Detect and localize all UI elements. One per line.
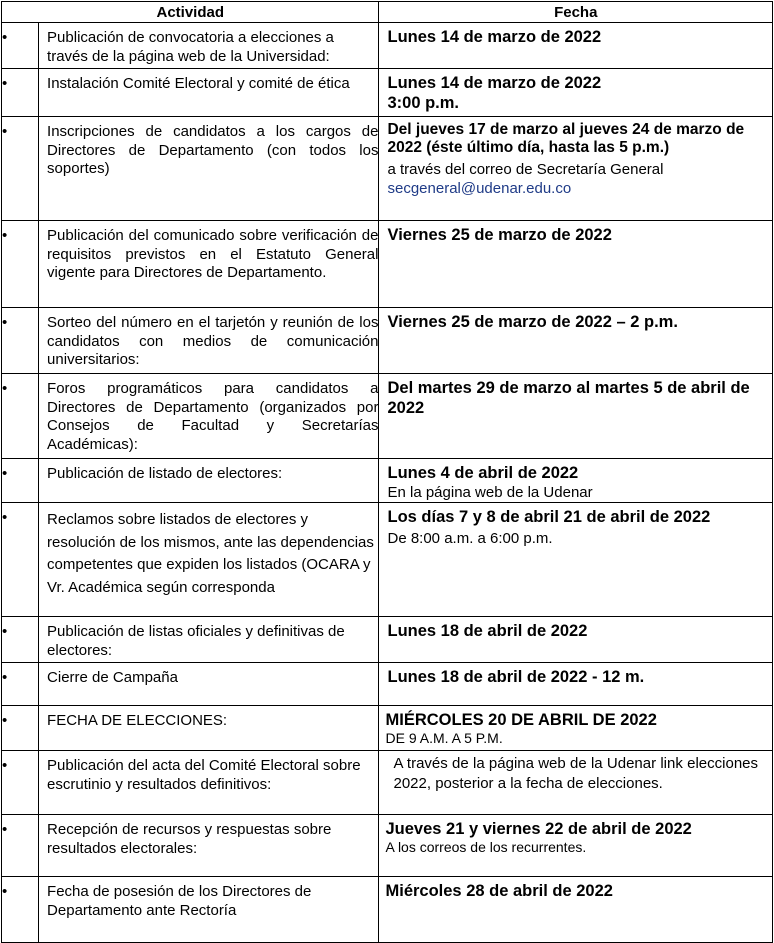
date-note: DE 9 A.M. A 5 P.M. bbox=[385, 730, 503, 746]
table-row bbox=[2, 221, 773, 308]
activity-text: Publicación del acta del Comité Electoral sobre escrutinio y resultados definitivos: bbox=[47, 757, 361, 793]
activity-text: Foros programáticos para candidatos a Directores de Departamento (organizados por Consejos de Facultad y Secretarías Académicas): bbox=[47, 380, 379, 453]
bullet-icon: • bbox=[2, 123, 8, 140]
activity-text: Publicación de convocatoria a elecciones a través de la página web de la Universidad: bbox=[47, 29, 334, 65]
date-text: Lunes 18 de abril de 2022 - 12 m. bbox=[387, 668, 645, 686]
activity-text: Fecha de posesión de los Directores de Departamento ante Rectoría bbox=[47, 883, 312, 919]
activity-text: FECHA DE ELECCIONES: bbox=[47, 712, 228, 729]
activity-text: Instalación Comité Electoral y comité de ética bbox=[47, 75, 350, 92]
date-text: MIÉRCOLES 20 DE ABRIL DE 2022 bbox=[385, 711, 657, 729]
date-text: Lunes 14 de marzo de 2022 bbox=[387, 28, 602, 46]
table-row bbox=[2, 877, 773, 943]
table-row bbox=[2, 117, 773, 221]
table-row bbox=[2, 23, 773, 69]
activity-text: Publicación de listado de electores: bbox=[47, 465, 283, 482]
bullet-icon: • bbox=[2, 465, 8, 482]
activity-text: Sorteo del número en el tarjetón y reunión de los candidatos con medios de comunicación universitarios: bbox=[47, 314, 379, 368]
activity-text: Inscripciones de candidatos a los cargos de Directores de Departamento (con todos los soportes) bbox=[47, 123, 379, 177]
table-row bbox=[2, 69, 773, 117]
bullet-icon: • bbox=[2, 75, 8, 92]
date-note: A los correos de los recurrentes. bbox=[385, 839, 587, 855]
date-note: a través del correo de Secretaría General bbox=[387, 161, 664, 178]
bullet-icon: • bbox=[2, 380, 8, 397]
activity-text: Recepción de recursos y respuestas sobre resultados electorales: bbox=[47, 821, 332, 857]
date-text: Lunes 4 de abril de 2022 bbox=[387, 464, 579, 482]
table-row bbox=[2, 308, 773, 374]
table-row bbox=[2, 751, 773, 815]
table-row bbox=[2, 663, 773, 706]
date-text: Jueves 21 y viernes 22 de abril de 2022 bbox=[385, 820, 692, 838]
activity-text: Reclamos sobre listados de electores y resolución de los mismos, ante las dependencias competentes que expiden los listados (OCARA y Vr. Académica según corresponda bbox=[47, 511, 374, 596]
email-link[interactable]: secgeneral@udenar.edu.co bbox=[387, 180, 572, 197]
date-note: A través de la página web de la Udenar link elecciones 2022, posterior a la fecha de elecciones. bbox=[393, 755, 758, 792]
date-text: Los días 7 y 8 de abril 21 de abril de 2022 bbox=[387, 508, 711, 526]
bullet-icon: • bbox=[2, 712, 8, 729]
table-row bbox=[2, 503, 773, 617]
table-row bbox=[2, 617, 773, 663]
table-row bbox=[2, 459, 773, 503]
date-text: Lunes 18 de abril de 2022 bbox=[387, 622, 588, 640]
schedule-table bbox=[1, 1, 773, 943]
bullet-icon: • bbox=[2, 314, 8, 331]
header-date: Fecha bbox=[379, 2, 773, 23]
activity-text: Publicación del comunicado sobre verificación de requisitos previstos en el Estatuto General vigente para Directores de Departamento. bbox=[47, 227, 379, 281]
activity-text: Publicación de listas oficiales y definitivas de electores: bbox=[47, 623, 345, 659]
date-note: En la página web de la Udenar bbox=[387, 484, 593, 501]
date-note: De 8:00 a.m. a 6:00 p.m. bbox=[387, 530, 553, 547]
date-text: Del jueves 17 de marzo al jueves 24 de marzo de 2022 (éste último día, hasta las 5 p.m.) bbox=[387, 121, 745, 156]
bullet-icon: • bbox=[2, 757, 8, 774]
bullet-icon: • bbox=[2, 29, 8, 46]
date-text: Miércoles 28 de abril de 2022 bbox=[385, 882, 613, 900]
header-row bbox=[2, 2, 773, 23]
bullet-icon: • bbox=[2, 883, 8, 900]
table-row bbox=[2, 374, 773, 459]
table-row bbox=[2, 706, 773, 751]
activity-text: Cierre de Campaña bbox=[47, 669, 178, 686]
date-text: Del martes 29 de marzo al martes 5 de abril de 2022 bbox=[387, 379, 750, 417]
date-text: Viernes 25 de marzo de 2022 bbox=[387, 226, 612, 244]
date-text: Viernes 25 de marzo de 2022 – 2 p.m. bbox=[387, 313, 678, 331]
bullet-icon: • bbox=[2, 227, 8, 244]
bullet-icon: • bbox=[2, 509, 8, 526]
date-time: 3:00 p.m. bbox=[387, 94, 460, 112]
table-row bbox=[2, 815, 773, 877]
date-text: Lunes 14 de marzo de 2022 bbox=[387, 74, 602, 92]
header-activity: Actividad bbox=[2, 2, 379, 23]
bullet-icon: • bbox=[2, 623, 8, 640]
bullet-icon: • bbox=[2, 821, 8, 838]
bullet-icon: • bbox=[2, 669, 8, 686]
